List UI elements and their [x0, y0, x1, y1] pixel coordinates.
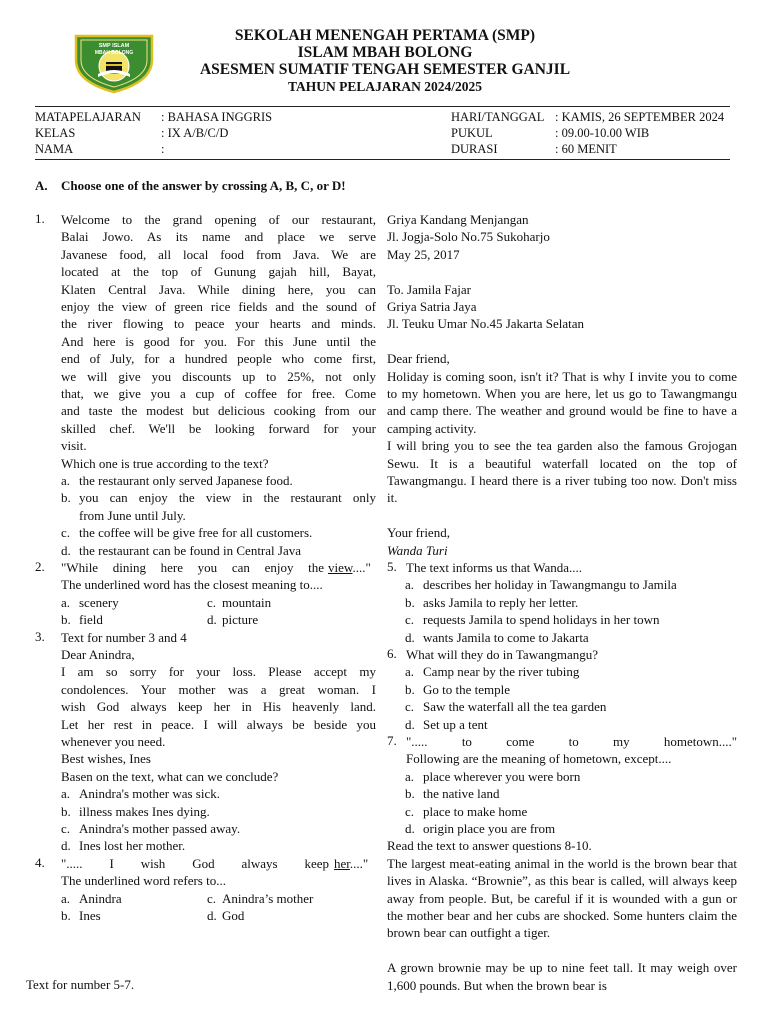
question-number: 7.	[387, 733, 397, 748]
q1-text-line: Welcome to the grand opening of our restaurant,	[61, 212, 376, 227]
subject-value: : BAHASA INGGRIS	[161, 110, 273, 124]
header-divider-bottom	[35, 159, 730, 160]
quote-word: my	[612, 734, 630, 749]
q1-text-line: located at the top of Gunung gajah hill, Bayat,	[61, 264, 376, 280]
letter-sender-place: Griya Kandang Menjangan	[387, 212, 529, 227]
option-letter[interactable]: d.	[405, 821, 415, 836]
option-b-text[interactable]: illness makes Ines dying.	[79, 803, 210, 819]
bear-paragraph: The largest meat-eating animal in the world is the brown bear that lives in Alaska. “Brownie”, as this bear is called, will always keep away from people. But, be careful if it is wounded with a gun or the mother bear and her cubs are shocked. Some hunters claim the brown bear can outfight a tiger.	[387, 855, 737, 941]
q2-quote: "While dining here you can enjoy the	[61, 560, 324, 575]
q3-text-line: whenever you need.	[61, 734, 166, 749]
q1-text-line: enjoy the view of green rice fields and the sound of	[61, 299, 376, 314]
question-number: 4.	[35, 854, 45, 870]
question-number: 6.	[387, 646, 397, 661]
option-a-text[interactable]: place wherever you were born	[423, 768, 581, 784]
option-b-text[interactable]: from June until July.	[79, 507, 186, 523]
option-letter[interactable]: b.	[405, 594, 415, 610]
option-a-text[interactable]: the restaurant only served Japanese food.	[79, 473, 293, 488]
section-instruction: Choose one of the answer by crossing A, B, C, or D!	[61, 178, 346, 193]
quote-word: keep	[304, 855, 330, 871]
quote-word: to	[461, 734, 472, 749]
option-letter[interactable]: a.	[61, 594, 71, 610]
question-text: What will they do in Tawangmangu?	[406, 647, 598, 662]
bear-paragraph: A grown brownie may be up to nine feet tall. It may weigh over 1,600 pounds. But when the brown bear is	[387, 960, 737, 993]
letter-signature: Wanda Turi	[387, 542, 448, 558]
option-c-text[interactable]: place to make home	[423, 803, 528, 819]
q1-text-line: skilled chef. We'll be looking forward for your	[61, 420, 376, 436]
option-letter[interactable]: c.	[405, 699, 415, 715]
quote-word: come	[506, 734, 535, 749]
class-label: KELAS	[35, 126, 76, 140]
option-b-text[interactable]: you can enjoy the view in the restaurant only	[79, 490, 376, 506]
option-letter[interactable]: d.	[61, 838, 71, 854]
question-number: 2.	[35, 559, 45, 574]
school-logo	[72, 30, 156, 94]
option-d-text[interactable]: wants Jamila to come to Jakarta	[423, 629, 589, 645]
time-value: : 09.00-10.00 WIB	[555, 126, 650, 140]
option-letter[interactable]: d.	[207, 908, 217, 923]
question-number: 3.	[35, 628, 45, 644]
option-d-text[interactable]: Ines lost her mother.	[79, 838, 186, 854]
q1-text-line: that, we give you a cup of coffee for free. Come	[61, 386, 376, 401]
letter-paragraph: I will bring you to see the tea garden also the famous Grojogan Sewu. It is a beautiful waterfall located on the top of Tawangmangu. I heard there is a river tubing too now. Don't miss it.	[387, 438, 737, 506]
q1-text-line: the river flowing to peace your hearts and minds.	[61, 316, 376, 332]
text-intro: Text for number 3 and 4	[61, 629, 187, 645]
q1-text-line: Klaten Central Java. While dining here, you can	[61, 281, 376, 297]
header-divider-top	[35, 106, 730, 107]
exam-title: ASESMEN SUMATIF TENGAH SEMESTER GANJIL	[199, 61, 571, 78]
question-text: The text informs us that Wanda....	[406, 560, 582, 575]
option-b-text[interactable]: asks Jamila to reply her letter.	[423, 594, 579, 610]
option-letter[interactable]: c.	[405, 612, 415, 628]
option-letter[interactable]: d.	[207, 612, 217, 628]
letter-recipient: To. Jamila Fajar	[387, 281, 471, 297]
quote-word: hometown...."	[663, 734, 738, 749]
option-c-text[interactable]: Anindra’s mother	[222, 890, 314, 906]
option-d-text[interactable]: the restaurant can be found in Central Java	[79, 542, 301, 558]
quote-word: ".....	[61, 855, 83, 871]
option-d-text[interactable]: God	[222, 908, 245, 923]
underlined-word: view	[328, 560, 353, 575]
quote-ellipsis: ...."	[349, 855, 369, 871]
q2-quote-end	[328, 559, 371, 576]
duration-label: DURASI	[451, 142, 498, 156]
option-d-text[interactable]: Set up a tent	[423, 716, 488, 732]
option-letter[interactable]: a.	[405, 664, 415, 680]
option-d-text[interactable]: origin place you are from	[423, 821, 556, 836]
option-letter[interactable]: a.	[405, 768, 415, 784]
date-value: : KAMIS, 26 SEPTEMBER 2024	[555, 110, 725, 124]
option-b-text[interactable]: the native land	[423, 786, 500, 802]
option-letter[interactable]: b.	[61, 612, 71, 628]
option-c-text[interactable]: requests Jamila to spend holidays in her town	[423, 612, 660, 628]
logo-text-top: SMP ISLAM	[98, 43, 130, 49]
option-letter[interactable]: c.	[207, 594, 217, 610]
underlined-word: her	[334, 855, 350, 871]
option-c-text[interactable]: mountain	[222, 594, 272, 610]
q1-text-line: visit.	[61, 438, 87, 454]
q3-text-line: Let her rest in peace. I will always be beside you	[61, 716, 376, 732]
duration-value: : 60 MENIT	[555, 142, 617, 156]
class-value: : IX A/B/C/D	[161, 126, 229, 140]
letter-greeting: Dear Anindra,	[61, 647, 135, 662]
letter-closing: Best wishes, Ines	[61, 751, 151, 767]
option-b-text[interactable]: Ines	[79, 908, 101, 923]
letter-recipient-place: Griya Satria Jaya	[387, 299, 477, 314]
option-letter[interactable]: c.	[61, 525, 71, 541]
q3-text-line: I am so sorry for your loss. Please accept my	[61, 664, 376, 680]
option-c-text[interactable]: Anindra's mother passed away.	[79, 821, 241, 836]
q3-text-line: wish God always keep her in His heavenly land.	[61, 699, 376, 715]
option-c-text[interactable]: Saw the waterfall all the tea garden	[423, 699, 607, 715]
question-text: Which one is true according to the text?	[61, 455, 269, 471]
letter-sender-address: Jl. Jogja-Solo No.75 Sukoharjo	[387, 229, 550, 245]
section-letter: A.	[35, 178, 48, 193]
option-a-text[interactable]: Anindra	[79, 890, 122, 906]
q1-text-line: Balai Jowo. As its name and place we serve	[61, 229, 376, 245]
option-letter[interactable]: a.	[61, 473, 71, 488]
quote-word: God	[192, 855, 215, 871]
option-letter[interactable]: d.	[405, 629, 415, 645]
option-a-text[interactable]: describes her holiday in Tawangmangu to Jamila	[423, 577, 677, 593]
q1-text-line: end of July, for a hundred people who come first,	[61, 351, 376, 367]
option-letter[interactable]: b.	[61, 908, 71, 923]
option-letter[interactable]: b.	[405, 786, 415, 802]
option-letter[interactable]: c.	[207, 890, 217, 906]
q1-text-line: And here is good for you. For this June until the	[61, 333, 376, 349]
school-name-title: ISLAM MBAH BOLONG	[297, 44, 473, 61]
q1-text-line: Javanese food, all local food from Java. We are	[61, 246, 376, 262]
option-letter[interactable]: a.	[61, 890, 71, 906]
q1-text-line: and taste the modest but delicious cooking from our	[61, 403, 376, 419]
q3-text-line: condolences. Your mother was a great woman. I	[61, 681, 376, 697]
letter-paragraph: Holiday is coming soon, isn't it? That is why I invite you to come to my hometown. When you are here, let us go to Tawangmangu and camp there. The weather and ground would be fine to have a camping activity.	[387, 368, 737, 436]
q4-quote	[61, 855, 329, 872]
quote-word: to	[568, 734, 579, 749]
q1-text-line: we will give you discounts up to 25%, not only	[61, 368, 376, 384]
text-intro-5-7: Text for number 5-7.	[26, 977, 135, 992]
option-letter[interactable]: d.	[405, 716, 415, 732]
academic-year: TAHUN PELAJARAN 2024/2025	[287, 79, 482, 94]
question-text: The underlined word has the closest meaning to....	[61, 577, 323, 593]
subject-label: MATAPELAJARAN	[35, 110, 141, 124]
quote-word: I	[109, 855, 114, 871]
quote-word: always	[241, 855, 278, 871]
name-value: :	[161, 142, 165, 156]
option-letter[interactable]: c.	[61, 821, 71, 836]
time-label: PUKUL	[451, 126, 493, 140]
option-a-text[interactable]: Anindra's mother was sick.	[79, 786, 220, 802]
option-d-text[interactable]: picture	[222, 612, 259, 628]
question-text: Basen on the text, what can we conclude?	[61, 768, 279, 784]
letter-closing: Your friend,	[387, 525, 450, 541]
text-intro-8-10: Read the text to answer questions 8-10.	[387, 838, 592, 854]
option-letter[interactable]: b.	[61, 803, 71, 819]
option-letter[interactable]: c.	[405, 803, 415, 819]
q7-quote	[406, 733, 737, 750]
option-c-text[interactable]: the coffee will be give free for all customers.	[79, 525, 313, 541]
quote-word: ".....	[406, 734, 428, 749]
option-a-text[interactable]: scenery	[79, 594, 119, 610]
quote-word: wish	[140, 855, 166, 871]
question-number: 1.	[35, 211, 45, 226]
question-text: The underlined word refers to...	[61, 873, 226, 889]
date-label: HARI/TANGGAL	[451, 110, 545, 124]
question-text: Following are the meaning of hometown, except....	[406, 751, 672, 767]
option-a-text[interactable]: Camp near by the river tubing	[423, 664, 580, 680]
quote-ellipsis: ...."	[352, 560, 371, 575]
option-letter[interactable]: b.	[405, 681, 415, 697]
letter-recipient-address: Jl. Teuku Umar No.45 Jakarta Selatan	[387, 316, 585, 332]
option-b-text[interactable]: field	[79, 612, 103, 628]
logo-text-bottom: MBAH BOLONG	[94, 50, 134, 56]
school-type-title: SEKOLAH MENENGAH PERTAMA (SMP)	[234, 27, 536, 44]
option-letter[interactable]: b.	[61, 490, 71, 506]
option-letter[interactable]: a.	[405, 577, 415, 593]
option-b-text[interactable]: Go to the temple	[423, 681, 511, 697]
question-number: 5.	[387, 559, 397, 574]
letter-greeting: Dear friend,	[387, 351, 450, 367]
name-label: NAMA	[35, 142, 74, 156]
letter-date: May 25, 2017	[387, 246, 460, 262]
option-letter[interactable]: a.	[61, 786, 71, 802]
q4-quote-end	[334, 855, 368, 872]
option-letter[interactable]: d.	[61, 542, 71, 558]
